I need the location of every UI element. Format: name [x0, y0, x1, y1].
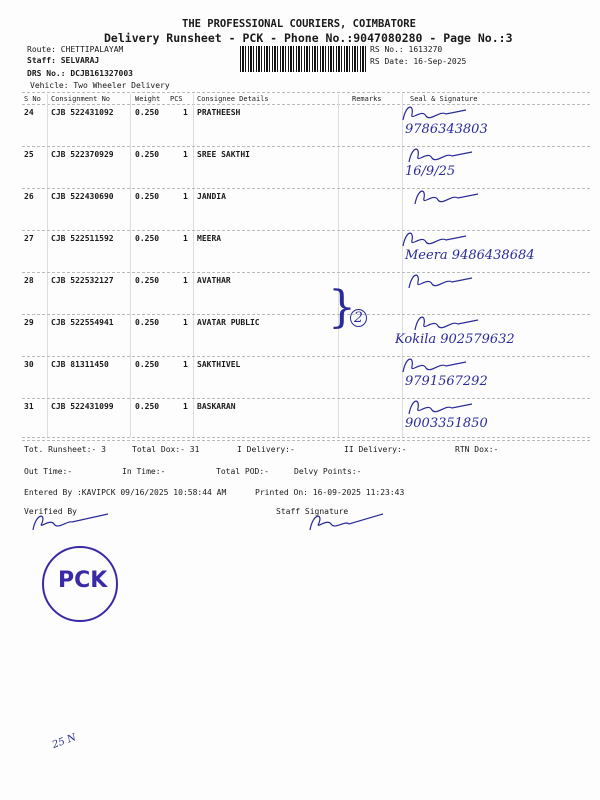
row-sno: 24 [24, 108, 34, 117]
handwritten-note: Meera 9486438684 [405, 248, 535, 263]
row-consignee: JANDIA [197, 192, 226, 201]
col-signature: Seal & Signature [410, 95, 478, 103]
drs-number: DRS No.: DCJB161327003 [27, 69, 133, 78]
row-sno: 29 [24, 318, 34, 327]
row-consignment: CJB 522431099 [51, 402, 114, 411]
remark-brace: } [328, 282, 356, 333]
signature-scribble [412, 312, 482, 334]
signature-scribble [406, 270, 476, 292]
delvy-points: Delvy Points:- [294, 467, 362, 476]
i-delivery: I Delivery:- [237, 445, 295, 454]
row-consignment: CJB 522511592 [51, 234, 114, 243]
handwritten-note: Kokila 9025796​32 [395, 332, 515, 347]
col-sno: S No [24, 95, 41, 103]
signature-scribble [400, 228, 470, 250]
row-pcs: 1 [183, 234, 188, 243]
rs-date: RS Date: 16-Sep-2025 [370, 57, 467, 66]
route: Route: CHETTIPALAYAM [27, 45, 124, 54]
col-pcs: PCS [170, 95, 183, 103]
row-pcs: 1 [183, 276, 188, 285]
row-sno: 27 [24, 234, 34, 243]
row-pcs: 1 [183, 192, 188, 201]
vehicle: Vehicle: Two Wheeler Delivery [30, 81, 170, 90]
row-sno: 28 [24, 276, 34, 285]
row-consignment: CJB 522370929 [51, 150, 114, 159]
row-divider [22, 146, 590, 147]
barcode [240, 46, 368, 72]
row-weight: 0.250 [135, 192, 160, 201]
row-consignment: CJB 522430690 [51, 192, 114, 201]
out-time: Out Time:- [24, 467, 73, 476]
row-divider [22, 230, 590, 231]
row-consignment: CJB 81311450 [51, 360, 109, 369]
row-pcs: 1 [183, 318, 188, 327]
signature-scribble [406, 396, 476, 418]
printed-on: Printed On: 16-09-2025 11:23:43 [255, 488, 405, 497]
row-consignment: CJB 522431092 [51, 108, 114, 117]
row-consignee: BASKARAN [197, 402, 236, 411]
row-sno: 31 [24, 402, 34, 411]
row-divider [22, 440, 590, 441]
company-name: THE PROFESSIONAL COURIERS, COIMBATORE [182, 18, 416, 30]
col-weight: Weight [135, 95, 161, 103]
staff: Staff: SELVARAJ [27, 56, 100, 65]
signature-scribble [406, 144, 476, 166]
pck-stamp [42, 546, 118, 622]
tot-runsheet: Tot. Runsheet:- 3 [24, 445, 106, 454]
in-time: In Time:- [122, 467, 166, 476]
signature-scribble [400, 102, 470, 124]
remark-mark: 2 [350, 309, 367, 327]
runsheet-title: Delivery Runsheet - PCK - Phone No.:9047080280 - Page No.:3 [104, 31, 513, 45]
row-weight: 0.250 [135, 360, 160, 369]
row-weight: 0.250 [135, 276, 160, 285]
row-pcs: 1 [183, 150, 188, 159]
col-consignee: Consignee Details [197, 95, 269, 103]
handwritten-note: 9786343803 [405, 122, 488, 137]
row-weight: 0.250 [135, 402, 160, 411]
signature-scribble [400, 354, 470, 376]
total-pod: Total POD:- [216, 467, 269, 476]
row-weight: 0.250 [135, 150, 160, 159]
handwritten-note: 16/9/25 [405, 164, 456, 179]
row-weight: 0.250 [135, 108, 160, 117]
total-dox: Total Dox:- 31 [132, 445, 200, 454]
footer-note: 25 N [50, 732, 78, 751]
staff-signature-label: Staff Signature [276, 507, 349, 516]
row-weight: 0.250 [135, 318, 160, 327]
row-divider [22, 314, 590, 315]
handwritten-note: 9791567292 [405, 374, 488, 389]
row-sno: 25 [24, 150, 34, 159]
col-consignment: Consignment No [51, 95, 111, 103]
rs-number: RS No.: 1613270 [370, 45, 443, 54]
col-remarks: Remarks [352, 95, 382, 103]
row-pcs: 1 [183, 402, 188, 411]
row-divider [22, 356, 590, 357]
row-consignee: SREE SAKTHI [197, 150, 250, 159]
verified-signature [28, 508, 108, 538]
row-sno: 30 [24, 360, 34, 369]
row-pcs: 1 [183, 360, 188, 369]
row-consignee: AVATHAR [197, 276, 231, 285]
row-consignee: MEERA [197, 234, 222, 243]
entered-by: Entered By :KAVIPCK 09/16/2025 10:58:44 AM [24, 488, 227, 497]
row-consignee: AVATAR PUBLIC [197, 318, 260, 327]
row-consignment: CJB 522554941 [51, 318, 114, 327]
verified-by-label: Verified By [24, 507, 77, 516]
row-consignee: PRATHEESH [197, 108, 241, 117]
row-divider [22, 398, 590, 399]
row-weight: 0.250 [135, 234, 160, 243]
signature-scribble [412, 186, 482, 208]
staff-signature [305, 508, 385, 538]
row-consignment: CJB 522532127 [51, 276, 114, 285]
stamp-text: PCK [58, 568, 108, 593]
row-divider [22, 188, 590, 189]
rtn-dox: RTN Dox:- [455, 445, 499, 454]
row-pcs: 1 [183, 108, 188, 117]
ii-delivery: II Delivery:- [344, 445, 407, 454]
handwritten-note: 9003351850 [405, 416, 488, 431]
row-divider [22, 272, 590, 273]
row-sno: 26 [24, 192, 34, 201]
row-consignee: SAKTHIVEL [197, 360, 241, 369]
